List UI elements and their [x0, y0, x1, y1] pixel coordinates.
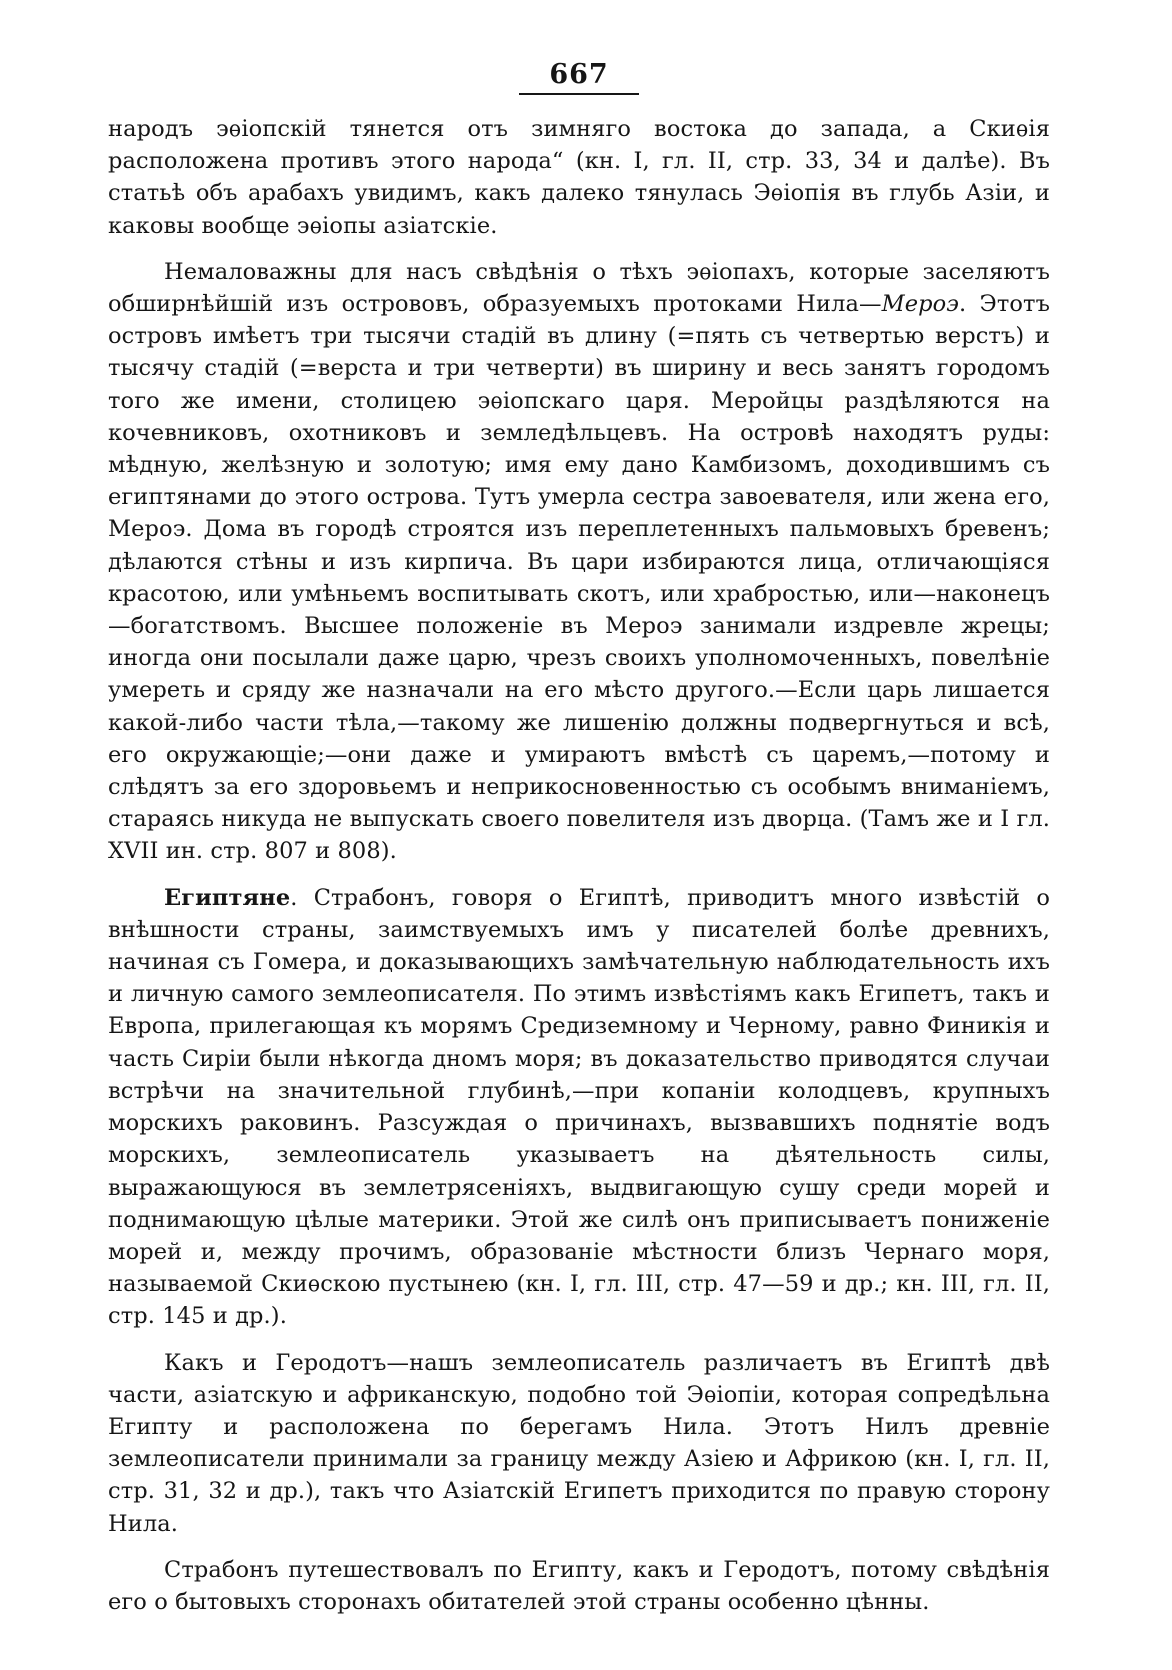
body-text: [108, 113, 1050, 1618]
text-run: Немаловажны для насъ свѣдѣнія о тѣхъ эѳіопахъ, которые заселяютъ обширнѣйшій изъ острововъ, образуемыхъ протоками Нила—: [108, 258, 1050, 318]
paragraph: [108, 1347, 1050, 1540]
text-run: народъ эѳіопскій тянется отъ зимняго востока до запада, а Скиѳія расположена противъ этого народа“ (кн. I, гл. II, стр. 33, 34 и далѣе). Въ статьѣ объ арабахъ увидимъ, какъ далеко тянулась Эѳіопія въ глубь Азіи, и каковы вообще эѳіопы азіатскіе.: [108, 116, 1050, 239]
paragraph: [108, 882, 1050, 1333]
document-page: [108, 58, 1050, 1618]
page-number-rule: [519, 93, 639, 95]
text-run: . Страбонъ, говоря о Египтѣ, приводитъ много извѣстій о внѣшности страны, заимствуемыхъ имъ у писателей болѣе древнихъ, начиная съ Гомера, и доказывающихъ замѣчательную наблюдательность ихъ и личную самого землеописателя. По этимъ извѣстіямъ какъ Египетъ, такъ и Европа, прилегающая къ морямъ Средиземному и Черному, равно Финикія и часть Сиріи были нѣкогда дномъ моря; въ доказательство приводятся случаи встрѣчи на значительной глубинѣ,—при копаніи колодцевъ, крупныхъ морскихъ раковинъ. Разсуждая о причинахъ, вызвавшихъ поднятіе водъ морскихъ, землеописатель указываетъ на дѣятельность силы, выражающуюся въ землетрясеніяхъ, выдвигающую сушу среди морей и поднимающую цѣлые материки. Этой же силѣ онъ приписываетъ пониженіе морей и, между прочимъ, образованіе мѣстности близъ Чернаго моря, называемой Скиѳскою пустынею (кн. I, гл. III, стр. 47—59 и др.; кн. III, гл. II, стр. 145 и др.).: [108, 884, 1050, 1330]
paragraph: [108, 113, 1050, 242]
paragraph: [108, 1554, 1050, 1618]
section-heading: Египтяне: [164, 884, 291, 911]
text-run: Страбонъ путешествовалъ по Египту, какъ и Геродотъ, потому свѣдѣнія его о бытовыхъ сторонахъ обитателей этой страны особенно цѣнны.: [108, 1556, 1050, 1615]
text-run: . Этотъ островъ имѣетъ три тысячи стадій въ длину (=пять съ четвертью верстъ) и тысячу стадій (=верста и три четверти) въ ширину и весь занятъ городомъ того же имени, столицею эѳіопскаго царя. Меройцы раздѣляются на кочевниковъ, охотниковъ и земледѣльцевъ. На островѣ находятъ руды: мѣдную, желѣзную и золотую; имя ему дано Камбизомъ, доходившимъ съ египтянами до этого острова. Тутъ умерла сестра завоевателя, или жена его, Мероэ. Дома въ городѣ строятся изъ переплетенныхъ пальмовыхъ бревенъ; дѣлаются стѣны и изъ кирпича. Въ цари избираются лица, отличающіяся красотою, или умѣньемъ воспитывать скотъ, или храбростью, или—наконецъ—богатствомъ. Высшее положеніе въ Мероэ занимали издревле жрецы; иногда они посылали даже царю, чрезъ своихъ уполномоченныхъ, повелѣніе умереть и сряду же назначали на его мѣсто другого.—Если царь лишается какой-либо части тѣла,—такому же лишенію должны подвергнуться и всѣ, его окружающіе;—они даже и умираютъ вмѣстѣ съ царемъ,—потому и слѣдятъ за его здоровьемъ и неприкосновенностью съ особымъ вниманіемъ, стараясь никуда не выпускать своего повелителя изъ дворца. (Тамъ же и I гл. XVII ин. стр. 807 и 808).: [108, 291, 1050, 865]
text-run: Какъ и Геродотъ—нашъ землеописатель различаетъ въ Египтѣ двѣ части, азіатскую и африканскую, подобно той Эѳіопіи, которая сопредѣльна Египту и расположена по берегамъ Нила. Этотъ Нилъ древніе землеописатели принимали за границу между Азіею и Африкою (кн. I, гл. II, стр. 31, 32 и др.), такъ что Азіатскій Египетъ приходится по правую сторону Нила.: [108, 1349, 1050, 1537]
page-number: 667: [549, 59, 609, 90]
italic-term: Мероэ: [881, 291, 960, 318]
paragraph: [108, 256, 1050, 868]
